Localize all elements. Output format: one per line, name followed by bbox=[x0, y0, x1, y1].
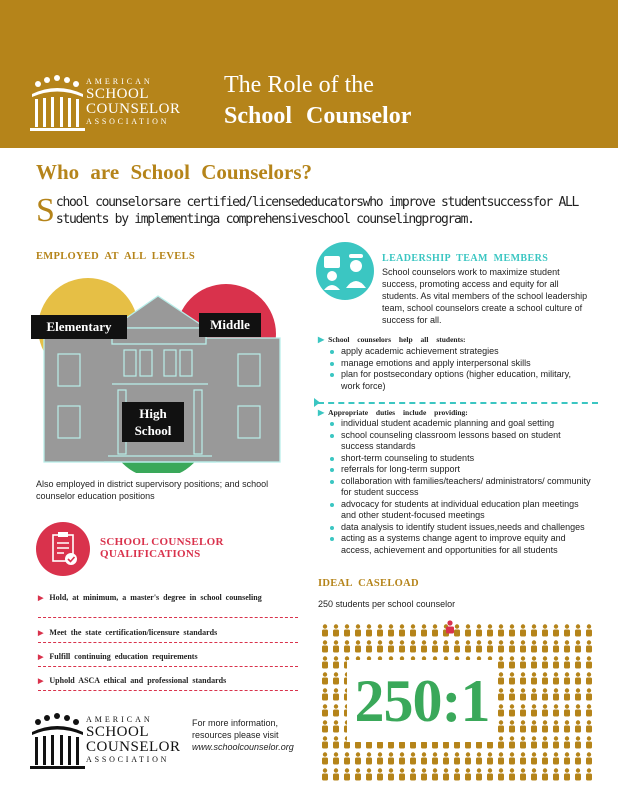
triangle-bullet-icon: ▶ bbox=[38, 629, 44, 637]
dashed-divider bbox=[38, 690, 298, 691]
student-figure-icon bbox=[498, 736, 504, 748]
student-figure-icon bbox=[509, 656, 515, 668]
list-item: advocacy for students at individual education plan meetings and other student-focused meetings bbox=[330, 499, 592, 522]
leadership-text: School counselors work to maximize student success, promoting access and equity for all students. As vital members of the school leadership team, school counselors create a school culture of success for all. bbox=[382, 267, 588, 325]
help-list bbox=[330, 346, 592, 392]
checklist-icon bbox=[36, 522, 90, 576]
student-figure-icon bbox=[498, 688, 504, 700]
student-figure-icon bbox=[498, 672, 504, 684]
qualification-item: ▶ Uphold ASCA ethical and professional standards bbox=[38, 676, 227, 685]
student-figure-icon bbox=[531, 656, 537, 668]
duties-list bbox=[330, 418, 592, 556]
student-figure-icon bbox=[509, 704, 515, 716]
student-figure-icon bbox=[542, 768, 548, 780]
student-figure-icon bbox=[465, 752, 471, 764]
student-figure-icon bbox=[575, 736, 581, 748]
intro-paragraph bbox=[36, 194, 596, 228]
student-figure-icon bbox=[531, 752, 537, 764]
leadership-heading: LEADERSHIP TEAM MEMBERS bbox=[382, 253, 549, 264]
student-figure-icon bbox=[575, 640, 581, 652]
list-item: apply academic achievement strategies bbox=[330, 346, 592, 358]
student-figure-icon bbox=[564, 656, 570, 668]
student-figure-icon bbox=[575, 656, 581, 668]
student-figure-icon bbox=[487, 624, 493, 636]
student-figure-icon bbox=[443, 752, 449, 764]
student-figure-icon bbox=[333, 688, 339, 700]
student-figure-icon bbox=[542, 704, 548, 716]
student-figure-icon bbox=[520, 752, 526, 764]
label-elementary: Elementary bbox=[31, 315, 127, 339]
student-figure-icon bbox=[432, 624, 438, 636]
dashed-divider bbox=[318, 402, 598, 404]
student-figure-icon bbox=[333, 640, 339, 652]
student-figure-icon bbox=[322, 672, 328, 684]
student-figure-icon bbox=[509, 720, 515, 732]
student-figure-icon bbox=[377, 624, 383, 636]
student-figure-icon bbox=[531, 672, 537, 684]
student-figure-icon bbox=[355, 752, 361, 764]
meeting-people-icon bbox=[316, 242, 374, 300]
student-figure-icon bbox=[586, 656, 592, 668]
student-figure-icon bbox=[454, 768, 460, 780]
student-figure-icon bbox=[344, 752, 350, 764]
header-banner bbox=[0, 0, 618, 148]
footer-line1: For more information, bbox=[192, 718, 279, 728]
qualification-item: ▶ Hold, at minimum, a master's degree in school counseling bbox=[38, 593, 262, 602]
student-figure-icon bbox=[564, 704, 570, 716]
student-figure-icon bbox=[542, 688, 548, 700]
student-figure-icon bbox=[410, 640, 416, 652]
student-figure-icon bbox=[476, 640, 482, 652]
student-figure-icon bbox=[454, 640, 460, 652]
footer-logo-line1: AMERICAN bbox=[86, 715, 153, 724]
student-figure-icon bbox=[564, 640, 570, 652]
student-figure-icon bbox=[498, 720, 504, 732]
student-figure-icon bbox=[498, 768, 504, 780]
student-figure-icon bbox=[575, 688, 581, 700]
student-figure-icon bbox=[586, 720, 592, 732]
student-figure-icon bbox=[388, 624, 394, 636]
duties-heading: ▶ Appropriate duties include providing: bbox=[318, 408, 468, 417]
who-heading: Who are School Counselors? bbox=[36, 160, 313, 184]
employed-heading: EMPLOYED AT ALL LEVELS bbox=[36, 251, 196, 262]
student-figure-icon bbox=[564, 752, 570, 764]
label-middle: Middle bbox=[199, 313, 261, 337]
student-figure-icon bbox=[399, 752, 405, 764]
student-figure-icon bbox=[465, 640, 471, 652]
student-figure-icon bbox=[366, 624, 372, 636]
student-figure-icon bbox=[531, 704, 537, 716]
student-figure-icon bbox=[542, 624, 548, 636]
student-figure-icon bbox=[322, 704, 328, 716]
footer-info bbox=[192, 717, 294, 753]
student-figure-icon bbox=[388, 640, 394, 652]
student-figure-icon bbox=[421, 768, 427, 780]
student-figure-icon bbox=[520, 640, 526, 652]
student-figure-icon bbox=[575, 752, 581, 764]
student-figure-icon bbox=[564, 688, 570, 700]
dashed-divider bbox=[38, 617, 298, 618]
dashed-divider bbox=[38, 666, 298, 667]
caseload-ratio: 250:1 bbox=[354, 668, 490, 734]
logo-line1: AMERICAN bbox=[86, 77, 153, 86]
student-figure-icon bbox=[421, 640, 427, 652]
student-figure-icon bbox=[465, 768, 471, 780]
triangle-bullet-icon: ▶ bbox=[318, 408, 325, 417]
people-silhouettes-logo-icon bbox=[30, 712, 85, 770]
student-figure-icon bbox=[322, 656, 328, 668]
student-figure-icon bbox=[553, 768, 559, 780]
student-figure-icon bbox=[333, 768, 339, 780]
student-figure-icon bbox=[553, 688, 559, 700]
student-figure-icon bbox=[399, 768, 405, 780]
student-figure-icon bbox=[410, 624, 416, 636]
student-figure-icon bbox=[498, 640, 504, 652]
list-item: plan for postsecondary options (higher education, military, work force) bbox=[330, 369, 592, 392]
qualifications-heading-line2: QUALIFICATIONS bbox=[100, 548, 201, 560]
list-item: individual student academic planning and goal setting bbox=[330, 418, 592, 430]
student-figure-icon bbox=[531, 624, 537, 636]
student-figure-icon bbox=[575, 720, 581, 732]
page-title-line1: The Role of the bbox=[224, 72, 374, 98]
list-item: referrals for long-term support bbox=[330, 464, 592, 476]
student-figure-icon bbox=[564, 672, 570, 684]
student-figure-icon bbox=[443, 768, 449, 780]
student-figure-icon bbox=[366, 752, 372, 764]
student-figure-icon bbox=[465, 624, 471, 636]
student-figure-icon bbox=[542, 720, 548, 732]
footer-url-link[interactable]: www.schoolcounselor.org bbox=[192, 742, 294, 752]
student-figure-icon bbox=[432, 640, 438, 652]
student-figure-icon bbox=[355, 640, 361, 652]
student-figure-icon bbox=[476, 768, 482, 780]
student-figure-icon bbox=[487, 768, 493, 780]
student-figure-icon bbox=[322, 736, 328, 748]
student-figure-icon bbox=[531, 640, 537, 652]
student-figure-icon bbox=[322, 720, 328, 732]
student-figure-icon bbox=[322, 752, 328, 764]
list-item: data analysis to identify student issues,needs and challenges bbox=[330, 522, 592, 534]
logo-line3: COUNSELOR bbox=[86, 101, 181, 117]
student-figure-icon bbox=[553, 656, 559, 668]
list-item: collaboration with families/teachers/ administrators/ community for student success bbox=[330, 476, 592, 499]
student-figure-icon bbox=[498, 656, 504, 668]
footer-logo-line4: ASSOCIATION bbox=[86, 755, 170, 764]
student-figure-icon bbox=[553, 704, 559, 716]
footer-logo-line3: COUNSELOR bbox=[86, 739, 181, 755]
student-figure-icon bbox=[333, 656, 339, 668]
student-figure-icon bbox=[575, 672, 581, 684]
student-figure-icon bbox=[509, 736, 515, 748]
student-figure-icon bbox=[575, 624, 581, 636]
student-figure-icon bbox=[498, 704, 504, 716]
caseload-heading: IDEAL CASELOAD bbox=[318, 578, 419, 589]
student-figure-icon bbox=[542, 736, 548, 748]
student-figure-icon bbox=[586, 752, 592, 764]
student-figure-icon bbox=[586, 624, 592, 636]
student-figure-icon bbox=[509, 640, 515, 652]
student-figure-icon bbox=[531, 768, 537, 780]
student-figure-icon bbox=[498, 752, 504, 764]
student-figure-icon bbox=[542, 656, 548, 668]
qualifications-heading-line1: SCHOOL COUNSELOR bbox=[100, 536, 224, 548]
logo-wordmark bbox=[86, 78, 181, 126]
list-item: acting as a systems change agent to improve equity and access, achievement and opportunities for all students bbox=[330, 533, 592, 556]
student-figure-icon bbox=[388, 768, 394, 780]
student-figure-icon bbox=[564, 736, 570, 748]
triangle-bullet-icon: ▶ bbox=[38, 594, 44, 602]
student-figure-icon bbox=[586, 688, 592, 700]
student-figure-icon bbox=[586, 672, 592, 684]
list-item: short-term counseling to students bbox=[330, 453, 592, 465]
student-figure-icon bbox=[498, 624, 504, 636]
page-title-line2: School Counselor bbox=[224, 103, 412, 129]
student-figure-icon bbox=[399, 640, 405, 652]
student-figure-icon bbox=[344, 624, 350, 636]
people-silhouettes-logo-icon bbox=[30, 74, 85, 132]
student-figure-icon bbox=[487, 640, 493, 652]
student-figure-icon bbox=[432, 768, 438, 780]
student-figure-icon bbox=[432, 752, 438, 764]
student-figure-icon bbox=[564, 768, 570, 780]
student-figure-icon bbox=[476, 752, 482, 764]
student-figure-icon bbox=[586, 704, 592, 716]
student-figure-icon bbox=[564, 720, 570, 732]
triangle-bullet-icon: ▶ bbox=[38, 677, 44, 685]
student-figure-icon bbox=[355, 768, 361, 780]
student-figure-icon bbox=[388, 752, 394, 764]
student-figure-icon bbox=[575, 704, 581, 716]
student-figure-icon bbox=[344, 768, 350, 780]
qualification-item: ▶ Meet the state certification/licensure standards bbox=[38, 628, 218, 637]
help-heading: ▶ School counselors help all students: bbox=[318, 335, 466, 344]
student-figure-icon bbox=[520, 672, 526, 684]
student-figure-icon bbox=[542, 672, 548, 684]
student-figure-icon bbox=[553, 752, 559, 764]
student-figure-icon bbox=[520, 656, 526, 668]
student-figure-icon bbox=[443, 640, 449, 652]
student-figure-icon bbox=[410, 768, 416, 780]
list-item: manage emotions and apply interpersonal skills bbox=[330, 358, 592, 370]
student-figure-icon bbox=[410, 752, 416, 764]
student-figure-icon bbox=[377, 640, 383, 652]
student-figure-icon bbox=[520, 624, 526, 636]
student-figure-icon bbox=[509, 672, 515, 684]
student-figure-icon bbox=[520, 688, 526, 700]
student-figure-icon bbox=[586, 640, 592, 652]
student-figure-icon bbox=[322, 624, 328, 636]
student-figure-icon bbox=[322, 768, 328, 780]
asca-footer-logo bbox=[30, 712, 180, 770]
student-figure-icon bbox=[575, 768, 581, 780]
dashed-divider bbox=[38, 642, 298, 643]
student-figure-icon bbox=[509, 624, 515, 636]
asca-logo bbox=[30, 74, 180, 132]
student-figure-icon bbox=[542, 640, 548, 652]
student-figure-icon bbox=[553, 672, 559, 684]
student-figure-icon bbox=[553, 624, 559, 636]
student-figure-icon bbox=[553, 720, 559, 732]
student-figure-icon bbox=[333, 624, 339, 636]
student-figure-icon bbox=[509, 688, 515, 700]
student-figure-icon bbox=[333, 752, 339, 764]
student-figure-icon bbox=[333, 736, 339, 748]
caseload-text: 250 students per school counselor bbox=[318, 599, 456, 609]
student-figure-icon bbox=[366, 768, 372, 780]
student-figure-icon bbox=[333, 672, 339, 684]
qualification-item: ▶ Fulfill continuing education requirements bbox=[38, 652, 198, 661]
student-figure-icon bbox=[333, 704, 339, 716]
logo-line2: SCHOOL bbox=[86, 86, 150, 102]
student-figure-icon bbox=[531, 720, 537, 732]
student-figure-icon bbox=[542, 752, 548, 764]
student-figure-icon bbox=[322, 640, 328, 652]
label-school: School bbox=[134, 423, 172, 438]
student-figure-icon bbox=[355, 624, 361, 636]
student-figure-icon bbox=[520, 736, 526, 748]
logo-line4: ASSOCIATION bbox=[86, 117, 170, 126]
student-figure-icon bbox=[586, 736, 592, 748]
student-figure-icon bbox=[586, 768, 592, 780]
student-figure-icon bbox=[322, 688, 328, 700]
student-figure-icon bbox=[377, 768, 383, 780]
student-figure-icon bbox=[377, 752, 383, 764]
student-figure-icon bbox=[333, 720, 339, 732]
student-figure-icon bbox=[531, 736, 537, 748]
label-high-school bbox=[122, 402, 184, 442]
student-figure-icon bbox=[509, 752, 515, 764]
student-figure-icon bbox=[366, 640, 372, 652]
footer-logo-line2: SCHOOL bbox=[86, 724, 150, 740]
student-figure-icon bbox=[553, 640, 559, 652]
counselor-figure-icon bbox=[446, 620, 454, 633]
triangle-bullet-icon: ▶ bbox=[38, 653, 44, 661]
student-figure-icon bbox=[520, 720, 526, 732]
student-figure-icon bbox=[476, 624, 482, 636]
intro-text: chool counselorsare certified/licensededucatorswho improve studentsuccessfor ALL students by implementinga comprehensiveschool counselingprogram. bbox=[55, 195, 579, 227]
qualifications-heading bbox=[100, 536, 224, 560]
student-figure-icon bbox=[520, 704, 526, 716]
student-figure-icon bbox=[454, 752, 460, 764]
triangle-bullet-icon: ▶ bbox=[318, 335, 325, 344]
student-figure-icon bbox=[553, 736, 559, 748]
student-figure-icon bbox=[487, 752, 493, 764]
dropcap-letter: S bbox=[36, 192, 55, 229]
student-figure-icon bbox=[344, 640, 350, 652]
label-high: High bbox=[139, 406, 167, 421]
school-building-illustration bbox=[28, 278, 288, 473]
student-figure-icon bbox=[421, 752, 427, 764]
student-figure-icon bbox=[454, 624, 460, 636]
list-item: school counseling classroom lessons based on student success standards bbox=[330, 430, 592, 453]
footer-line2: resources please visit bbox=[192, 730, 279, 740]
footer-logo-wordmark bbox=[86, 716, 181, 764]
student-figure-icon bbox=[531, 688, 537, 700]
student-figure-icon bbox=[564, 624, 570, 636]
student-figure-icon bbox=[520, 768, 526, 780]
student-figure-icon bbox=[421, 624, 427, 636]
student-figure-icon bbox=[509, 768, 515, 780]
student-figure-icon bbox=[399, 624, 405, 636]
employed-note: Also employed in district supervisory positions; and school counselor education positions bbox=[36, 479, 269, 501]
